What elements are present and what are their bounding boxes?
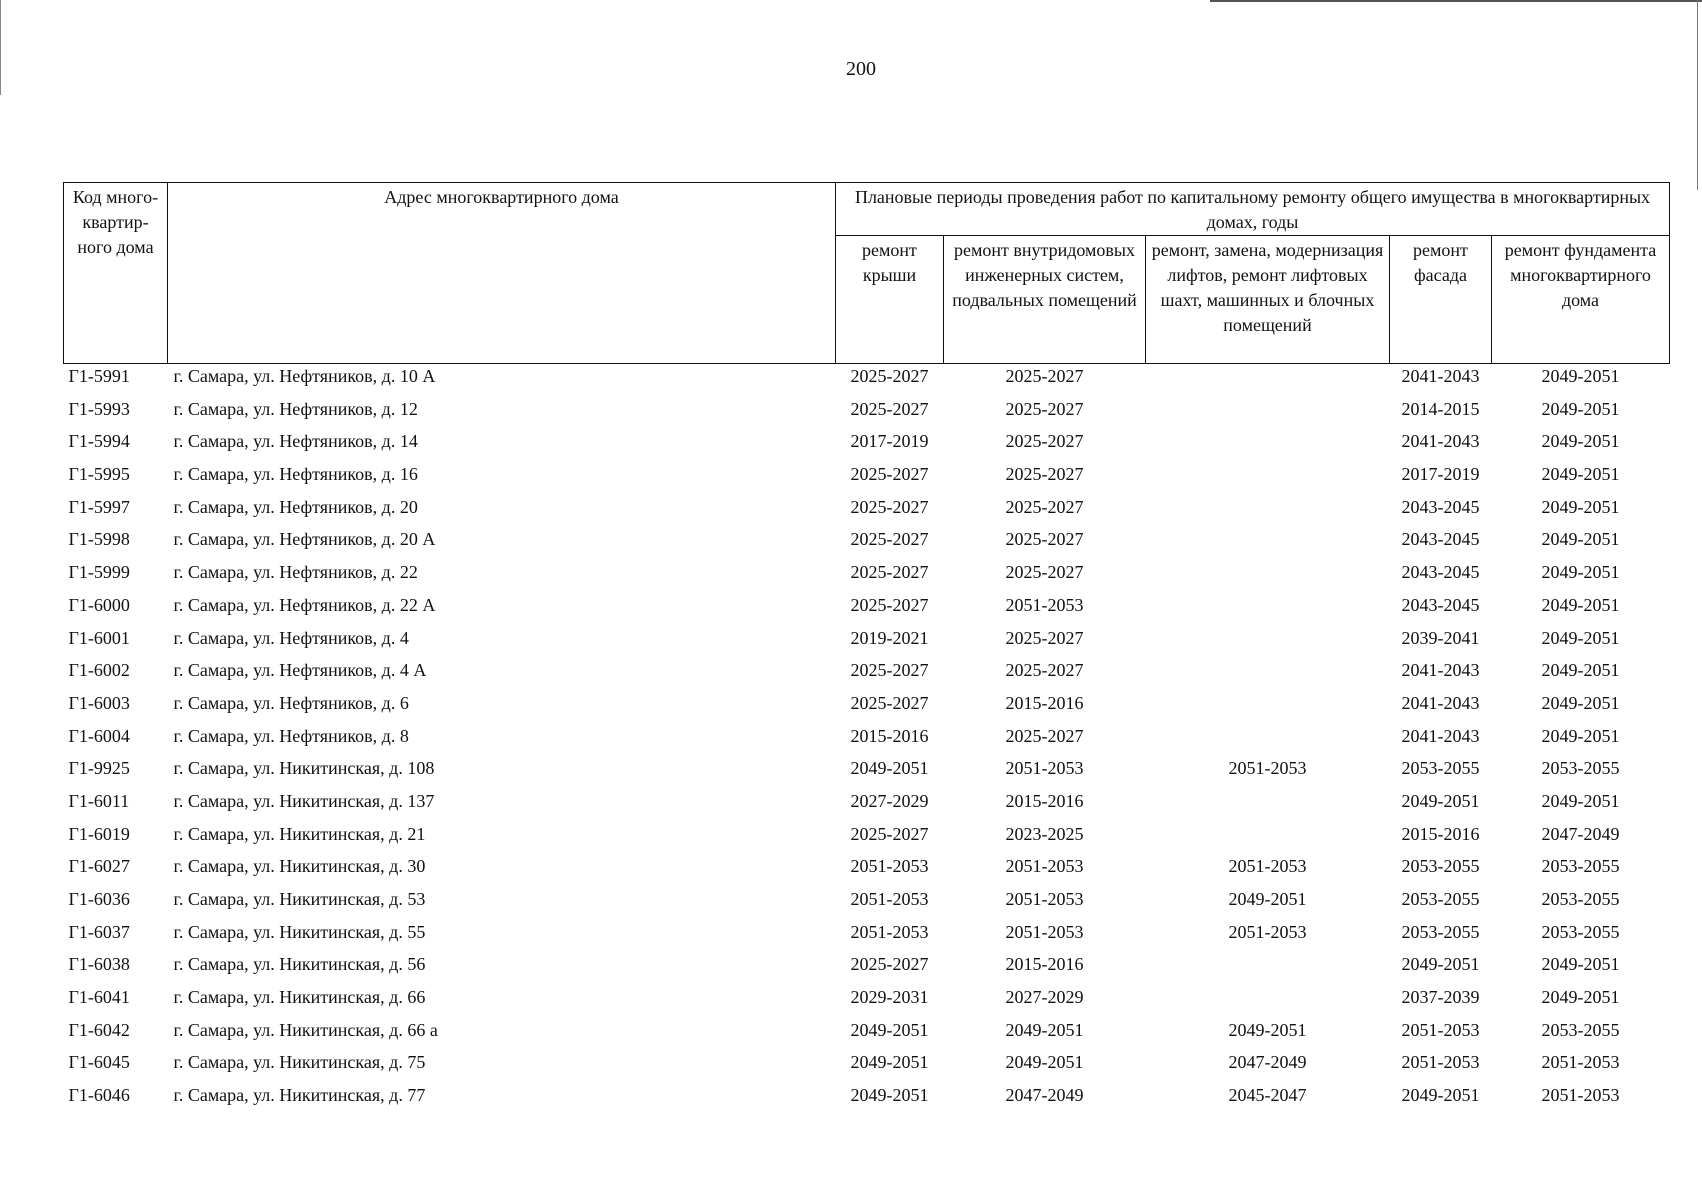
cell-lifts xyxy=(1146,658,1390,691)
cell-roof: 2051-2053 xyxy=(850,889,929,909)
cell-facade: 2017-2019 xyxy=(1401,464,1480,485)
scan-edge-top xyxy=(1210,0,1702,2)
cell-foundation: 2049-2051 xyxy=(1541,366,1620,386)
cell-foundation: 2049-2051 xyxy=(1541,398,1620,419)
cell-lifts: 2045-2047 xyxy=(1228,1085,1307,1106)
table-row xyxy=(64,1083,1670,1116)
table-row xyxy=(64,527,1670,560)
cell-foundation: 2049-2051 xyxy=(1541,562,1620,583)
table-row xyxy=(64,560,1670,593)
cell-facade: 2043-2045 xyxy=(1401,529,1480,550)
table-row xyxy=(64,658,1670,691)
cell-address: г. Самара, ул. Никитинская, д. 75 xyxy=(173,1052,426,1073)
table-header xyxy=(64,183,1670,364)
cell-address: г. Самара, ул. Нефтяников, д. 4 А xyxy=(173,660,427,681)
cell-lifts xyxy=(1146,724,1390,757)
table-row xyxy=(64,1018,1670,1051)
cell-engineering: 2047-2049 xyxy=(1005,1085,1084,1106)
cell-engineering: 2025-2027 xyxy=(1005,366,1084,386)
cell-code: Г1-5998 xyxy=(68,529,130,550)
cell-foundation: 2049-2051 xyxy=(1541,725,1620,746)
repair-schedule-table xyxy=(63,182,1670,1116)
header-planned-periods xyxy=(836,183,1670,236)
cell-facade: 2014-2015 xyxy=(1401,398,1480,419)
table-row xyxy=(64,920,1670,953)
cell-roof: 2025-2027 xyxy=(850,823,929,844)
cell-code: Г1-5993 xyxy=(68,398,130,419)
cell-roof: 2025-2027 xyxy=(850,529,929,550)
cell-lifts: 2051-2053 xyxy=(1228,758,1307,779)
cell-address: г. Самара, ул. Никитинская, д. 108 xyxy=(173,758,435,779)
cell-foundation: 2049-2051 xyxy=(1541,660,1620,681)
cell-lifts xyxy=(1146,789,1390,822)
cell-foundation: 2053-2055 xyxy=(1541,758,1620,779)
cell-lifts xyxy=(1146,364,1390,397)
header-facade-label: ремонт фасада xyxy=(1413,240,1468,285)
cell-facade: 2043-2045 xyxy=(1401,562,1480,583)
cell-lifts: 2051-2053 xyxy=(1228,856,1307,877)
cell-facade: 2051-2053 xyxy=(1401,1052,1480,1073)
cell-lifts xyxy=(1146,495,1390,528)
table-row xyxy=(64,985,1670,1018)
table-row xyxy=(64,1050,1670,1083)
cell-roof: 2025-2027 xyxy=(850,954,929,975)
table-row xyxy=(64,952,1670,985)
cell-facade: 2053-2055 xyxy=(1401,921,1480,942)
cell-code: Г1-6046 xyxy=(68,1085,130,1106)
cell-lifts xyxy=(1146,527,1390,560)
cell-facade: 2037-2039 xyxy=(1401,987,1480,1008)
scan-edge-right xyxy=(1697,0,1698,190)
cell-roof: 2049-2051 xyxy=(850,1019,929,1040)
cell-facade: 2051-2053 xyxy=(1401,1019,1480,1040)
cell-address: г. Самара, ул. Никитинская, д. 56 xyxy=(173,954,426,975)
cell-facade: 2015-2016 xyxy=(1401,823,1480,844)
header-roof xyxy=(836,236,944,364)
cell-engineering: 2025-2027 xyxy=(1005,496,1084,517)
header-roof-label: ремонт крыши xyxy=(862,240,917,285)
cell-code: Г1-6019 xyxy=(68,823,130,844)
cell-facade: 2053-2055 xyxy=(1401,758,1480,779)
cell-code: Г1-6041 xyxy=(68,987,130,1008)
cell-engineering: 2025-2027 xyxy=(1005,529,1084,550)
cell-code: Г1-6036 xyxy=(68,889,130,909)
cell-address: г. Самара, ул. Никитинская, д. 55 xyxy=(173,921,426,942)
cell-roof: 2019-2021 xyxy=(850,627,929,648)
cell-address: г. Самара, ул. Никитинская, д. 66 xyxy=(173,987,426,1008)
cell-address: г. Самара, ул. Нефтяников, д. 22 А xyxy=(173,594,436,615)
cell-roof: 2029-2031 xyxy=(850,987,929,1008)
cell-engineering: 2023-2025 xyxy=(1005,823,1084,844)
cell-foundation: 2049-2051 xyxy=(1541,692,1620,713)
cell-foundation: 2049-2051 xyxy=(1541,464,1620,485)
cell-foundation: 2049-2051 xyxy=(1541,431,1620,452)
cell-address: г. Самара, ул. Никитинская, д. 77 xyxy=(173,1085,426,1106)
cell-lifts xyxy=(1146,560,1390,593)
page-number: 200 xyxy=(846,58,876,80)
header-address xyxy=(168,183,836,364)
table-row xyxy=(64,724,1670,757)
cell-lifts: 2049-2051 xyxy=(1228,889,1307,909)
cell-lifts: 2047-2049 xyxy=(1228,1052,1307,1073)
cell-engineering: 2015-2016 xyxy=(1005,790,1084,811)
table-body xyxy=(64,364,1670,1116)
cell-engineering: 2025-2027 xyxy=(1005,464,1084,485)
header-facade xyxy=(1390,236,1492,364)
cell-address: г. Самара, ул. Нефтяников, д. 14 xyxy=(173,431,418,452)
cell-foundation: 2049-2051 xyxy=(1541,954,1620,975)
cell-address: г. Самара, ул. Нефтяников, д. 8 xyxy=(173,725,409,746)
cell-foundation: 2049-2051 xyxy=(1541,790,1620,811)
table-row xyxy=(64,789,1670,822)
table-row xyxy=(64,593,1670,626)
table-row xyxy=(64,756,1670,789)
cell-foundation: 2053-2055 xyxy=(1541,921,1620,942)
cell-roof: 2051-2053 xyxy=(850,856,929,877)
cell-lifts xyxy=(1146,985,1390,1018)
cell-foundation: 2049-2051 xyxy=(1541,529,1620,550)
cell-facade: 2041-2043 xyxy=(1401,366,1480,386)
cell-foundation: 2049-2051 xyxy=(1541,496,1620,517)
cell-engineering: 2051-2053 xyxy=(1005,921,1084,942)
cell-roof: 2027-2029 xyxy=(850,790,929,811)
cell-foundation: 2051-2053 xyxy=(1541,1052,1620,1073)
cell-code: Г1-6002 xyxy=(68,660,130,681)
cell-facade: 2041-2043 xyxy=(1401,692,1480,713)
cell-code: Г1-6038 xyxy=(68,954,130,975)
cell-code: Г1-6042 xyxy=(68,1019,130,1040)
cell-lifts: 2049-2051 xyxy=(1228,1019,1307,1040)
cell-engineering: 2027-2029 xyxy=(1005,987,1084,1008)
header-lifts-label: ремонт, замена, модернизация лифтов, ремонт лифтовых шахт, машинных и блочных помещений xyxy=(1151,240,1384,335)
cell-roof: 2025-2027 xyxy=(850,660,929,681)
cell-code: Г1-6011 xyxy=(68,790,130,811)
table-row xyxy=(64,822,1670,855)
table-row xyxy=(64,887,1670,920)
cell-roof: 2049-2051 xyxy=(850,1085,929,1106)
cell-facade: 2049-2051 xyxy=(1401,954,1480,975)
cell-address: г. Самара, ул. Нефтяников, д. 10 А xyxy=(173,366,436,386)
cell-foundation: 2049-2051 xyxy=(1541,627,1620,648)
table-row xyxy=(64,626,1670,659)
cell-engineering: 2025-2027 xyxy=(1005,398,1084,419)
cell-code: Г1-6001 xyxy=(68,627,130,648)
table-row xyxy=(64,397,1670,430)
cell-code: Г1-6004 xyxy=(68,725,130,746)
cell-address: г. Самара, ул. Нефтяников, д. 22 xyxy=(173,562,418,583)
cell-engineering: 2025-2027 xyxy=(1005,627,1084,648)
table-row xyxy=(64,429,1670,462)
cell-roof: 2025-2027 xyxy=(850,398,929,419)
cell-address: г. Самара, ул. Никитинская, д. 30 xyxy=(173,856,426,877)
cell-roof: 2025-2027 xyxy=(850,366,929,386)
cell-foundation: 2049-2051 xyxy=(1541,987,1620,1008)
cell-roof: 2049-2051 xyxy=(850,758,929,779)
table-row xyxy=(64,364,1670,397)
cell-roof: 2049-2051 xyxy=(850,1052,929,1073)
cell-engineering: 2051-2053 xyxy=(1005,889,1084,909)
cell-engineering: 2025-2027 xyxy=(1005,660,1084,681)
header-lifts xyxy=(1146,236,1390,364)
cell-address: г. Самара, ул. Никитинская, д. 66 а xyxy=(173,1019,438,1040)
cell-facade: 2043-2045 xyxy=(1401,496,1480,517)
cell-address: г. Самара, ул. Нефтяников, д. 12 xyxy=(173,398,418,419)
header-foundation xyxy=(1492,236,1670,364)
cell-roof: 2017-2019 xyxy=(850,431,929,452)
header-code xyxy=(64,183,168,364)
cell-roof: 2025-2027 xyxy=(850,594,929,615)
cell-foundation: 2053-2055 xyxy=(1541,1019,1620,1040)
cell-engineering: 2051-2053 xyxy=(1005,758,1084,779)
header-address-label: Адрес многоквартирного дома xyxy=(384,187,619,207)
cell-roof: 2025-2027 xyxy=(850,464,929,485)
cell-code: Г1-5999 xyxy=(68,562,130,583)
cell-address: г. Самара, ул. Нефтяников, д. 4 xyxy=(173,627,409,648)
cell-address: г. Самара, ул. Нефтяников, д. 20 А xyxy=(173,529,436,550)
cell-engineering: 2051-2053 xyxy=(1005,594,1084,615)
cell-code: Г1-6045 xyxy=(68,1052,130,1073)
cell-facade: 2049-2051 xyxy=(1401,1085,1480,1106)
cell-address: г. Самара, ул. Никитинская, д. 137 xyxy=(173,790,435,811)
cell-roof: 2015-2016 xyxy=(850,725,929,746)
cell-facade: 2043-2045 xyxy=(1401,594,1480,615)
cell-engineering: 2015-2016 xyxy=(1005,692,1084,713)
cell-facade: 2041-2043 xyxy=(1401,431,1480,452)
cell-engineering: 2025-2027 xyxy=(1005,431,1084,452)
table-row xyxy=(64,495,1670,528)
cell-code: Г1-6027 xyxy=(68,856,130,877)
cell-foundation: 2051-2053 xyxy=(1541,1085,1620,1106)
cell-lifts xyxy=(1146,691,1390,724)
cell-roof: 2025-2027 xyxy=(850,562,929,583)
cell-foundation: 2049-2051 xyxy=(1541,594,1620,615)
cell-lifts xyxy=(1146,952,1390,985)
cell-lifts xyxy=(1146,397,1390,430)
cell-address: г. Самара, ул. Никитинская, д. 21 xyxy=(173,823,426,844)
table-row xyxy=(64,854,1670,887)
cell-facade: 2053-2055 xyxy=(1401,856,1480,877)
cell-engineering: 2051-2053 xyxy=(1005,856,1084,877)
header-engineering-label: ремонт внутридомовых инженерных систем, подвальных помещений xyxy=(952,240,1137,310)
header-code-label: Код много- квартир- ного дома xyxy=(72,187,159,257)
cell-code: Г1-6000 xyxy=(68,594,130,615)
cell-code: Г1-9925 xyxy=(68,758,130,779)
cell-roof: 2025-2027 xyxy=(850,692,929,713)
cell-foundation: 2047-2049 xyxy=(1541,823,1620,844)
cell-lifts xyxy=(1146,593,1390,626)
cell-engineering: 2025-2027 xyxy=(1005,725,1084,746)
cell-engineering: 2015-2016 xyxy=(1005,954,1084,975)
cell-code: Г1-5994 xyxy=(68,431,130,452)
header-engineering xyxy=(944,236,1146,364)
cell-code: Г1-6003 xyxy=(68,692,130,713)
cell-lifts xyxy=(1146,822,1390,855)
cell-engineering: 2025-2027 xyxy=(1005,562,1084,583)
cell-lifts xyxy=(1146,462,1390,495)
cell-lifts: 2051-2053 xyxy=(1228,921,1307,942)
table-row xyxy=(64,691,1670,724)
cell-roof: 2025-2027 xyxy=(850,496,929,517)
cell-lifts xyxy=(1146,626,1390,659)
cell-facade: 2041-2043 xyxy=(1401,660,1480,681)
cell-facade: 2053-2055 xyxy=(1401,889,1480,909)
cell-foundation: 2053-2055 xyxy=(1541,856,1620,877)
cell-address: г. Самара, ул. Нефтяников, д. 20 xyxy=(173,496,418,517)
cell-lifts xyxy=(1146,429,1390,462)
cell-roof: 2051-2053 xyxy=(850,921,929,942)
cell-engineering: 2049-2051 xyxy=(1005,1052,1084,1073)
cell-code: Г1-5997 xyxy=(68,496,130,517)
cell-code: Г1-6037 xyxy=(68,921,130,942)
header-foundation-label: ремонт фундамента многоквартирного дома xyxy=(1504,240,1657,310)
cell-address: г. Самара, ул. Никитинская, д. 53 xyxy=(173,889,426,909)
cell-address: г. Самара, ул. Нефтяников, д. 6 xyxy=(173,692,409,713)
header-planned-periods-label: Плановые периоды проведения работ по капитальному ремонту общего имущества в многоквартирных домах, годы xyxy=(854,187,1651,232)
cell-code: Г1-5991 xyxy=(68,366,130,386)
cell-code: Г1-5995 xyxy=(68,464,130,485)
cell-facade: 2041-2043 xyxy=(1401,725,1480,746)
cell-foundation: 2053-2055 xyxy=(1541,889,1620,909)
cell-facade: 2039-2041 xyxy=(1401,627,1480,648)
cell-engineering: 2049-2051 xyxy=(1005,1019,1084,1040)
table-row xyxy=(64,462,1670,495)
cell-facade: 2049-2051 xyxy=(1401,790,1480,811)
cell-address: г. Самара, ул. Нефтяников, д. 16 xyxy=(173,464,418,485)
